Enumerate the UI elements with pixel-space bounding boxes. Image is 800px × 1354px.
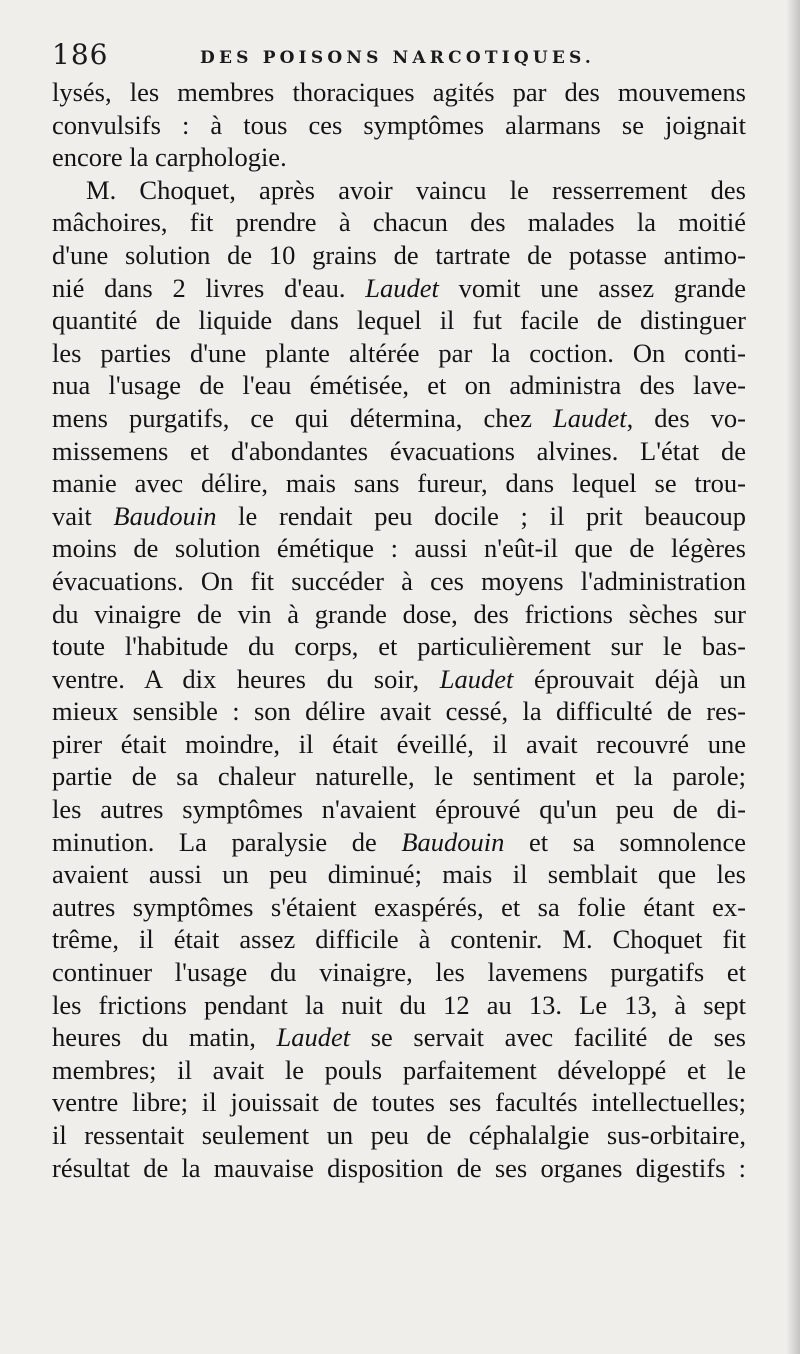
text-line: [52, 695, 746, 728]
line-text: encore la carphologie.: [52, 142, 287, 173]
line-text: lysés, les membres thoraciques agités par des mouvemens: [52, 77, 746, 107]
line-text-before: vait: [52, 500, 114, 531]
italic-name: Baudouin: [401, 826, 505, 857]
line-text: les parties d'une plante altérée par la coction. On conti-: [52, 337, 746, 368]
line-text: trême, il était assez difficile à contenir. M. Choquet fit: [52, 924, 746, 955]
italic-name: Laudet: [553, 402, 627, 433]
running-head: [52, 38, 752, 78]
running-title: DES POISONS NARCOTIQUES.: [200, 48, 596, 68]
text-line: [52, 402, 746, 435]
text-line: [52, 1152, 746, 1185]
text-line: [52, 76, 746, 109]
line-text: évacuations. On fit succéder à ces moyens l'administration: [52, 565, 746, 596]
text-line: [52, 989, 746, 1022]
line-text-before: minution. La paralysie de: [52, 826, 402, 857]
line-text: continuer l'usage du vinaigre, les lavemens purgatifs et: [52, 957, 746, 988]
line-text: nua l'usage de l'eau émétisée, et on administra des lave-: [52, 370, 746, 401]
line-text: pirer était moindre, il était éveillé, il avait recouvré une: [52, 728, 746, 759]
text-line: [52, 956, 746, 989]
line-text: autres symptômes s'étaient exaspérés, et sa folie étant ex-: [52, 891, 746, 922]
line-text: toute l'habitude du corps, et particulièrement sur le bas-: [52, 631, 746, 662]
text-line: [52, 304, 746, 337]
text-line: [52, 793, 746, 826]
text-line: [52, 500, 746, 533]
text-line: [52, 923, 746, 956]
line-text: les autres symptômes n'avaient éprouvé qu'un peu de di-: [52, 794, 746, 825]
line-text: du vinaigre de vin à grande dose, des frictions sèches sur: [52, 598, 746, 629]
text-line: [52, 109, 746, 142]
line-text: moins de solution émétique : aussi n'eût-il que de légères: [52, 533, 746, 564]
text-line: [52, 141, 746, 174]
line-text-before: ventre. A dix heures du soir,: [52, 663, 440, 694]
line-text: il ressentait seulement un peu de céphalalgie sus-orbitaire,: [52, 1120, 746, 1150]
text-line: [52, 206, 746, 239]
line-text: résultat de la mauvaise disposition de ses organes digestifs :: [52, 1152, 746, 1183]
italic-name: Laudet: [439, 663, 514, 694]
page-number: 186: [52, 38, 109, 71]
line-text: missemens et d'abondantes évacuations alvines. L'état de: [52, 435, 746, 466]
line-text-before: nié dans 2 livres d'eau.: [52, 272, 366, 303]
text-line: [52, 728, 746, 761]
line-text: manie avec délire, mais sans fureur, dans lequel se trou-: [52, 468, 746, 499]
line-text-after: éprouvait déjà un: [513, 663, 746, 694]
line-text-after: se servait avec facilité de ses: [350, 1022, 746, 1053]
text-line: [52, 467, 746, 500]
text-line: [52, 174, 746, 207]
italic-name: Laudet: [365, 272, 439, 303]
text-line: [52, 1021, 746, 1054]
line-text-after: et sa somnolence: [504, 826, 746, 857]
text-line: [52, 435, 746, 468]
line-text-before: mens purgatifs, ce qui détermina, chez: [52, 402, 554, 433]
line-text: partie de sa chaleur naturelle, le sentiment et la parole;: [52, 761, 746, 792]
line-text: d'une solution de 10 grains de tartrate de potasse antimo-: [52, 239, 746, 270]
text-line: [52, 1119, 746, 1152]
text-line: [52, 1086, 746, 1119]
line-text-after: vomit une assez grande: [438, 272, 746, 303]
line-text: ventre libre; il jouissait de toutes ses facultés intellectuelles;: [52, 1087, 746, 1118]
line-text: M. Choquet, après avoir vaincu le resserrement des: [86, 174, 746, 205]
italic-name: Baudouin: [113, 500, 217, 531]
body-text: [52, 76, 746, 1184]
text-line: [52, 239, 746, 272]
text-line: [52, 891, 746, 924]
text-line: [52, 369, 746, 402]
line-text: membres; il avait le pouls parfaitement développé et le: [52, 1054, 746, 1085]
text-line: [52, 630, 746, 663]
text-line: [52, 760, 746, 793]
text-line: [52, 598, 746, 631]
text-line: [52, 1054, 746, 1087]
line-text: mâchoires, fit prendre à chacun des malades la moitié: [52, 207, 746, 238]
text-line: [52, 858, 746, 891]
line-text: convulsifs : à tous ces symptômes alarmans se joignait: [52, 109, 746, 140]
line-text: avaient aussi un peu diminué; mais il semblait que les: [52, 859, 746, 890]
text-line: [52, 826, 746, 859]
line-text-after: le rendait peu docile ; il prit beaucoup: [216, 500, 746, 531]
line-text: les frictions pendant la nuit du 12 au 13. Le 13, à sept: [52, 989, 746, 1020]
text-line: [52, 565, 746, 598]
line-text-before: heures du matin,: [52, 1022, 277, 1053]
italic-name: Laudet: [276, 1022, 351, 1053]
text-line: [52, 337, 746, 370]
text-line: [52, 532, 746, 565]
text-line: [52, 663, 746, 696]
line-text-after: , des vo-: [626, 402, 746, 433]
line-text: mieux sensible : son délire avait cessé, la difficulté de res-: [52, 696, 746, 727]
line-text: quantité de liquide dans lequel il fut facile de distinguer: [52, 305, 746, 336]
text-line: [52, 272, 746, 305]
